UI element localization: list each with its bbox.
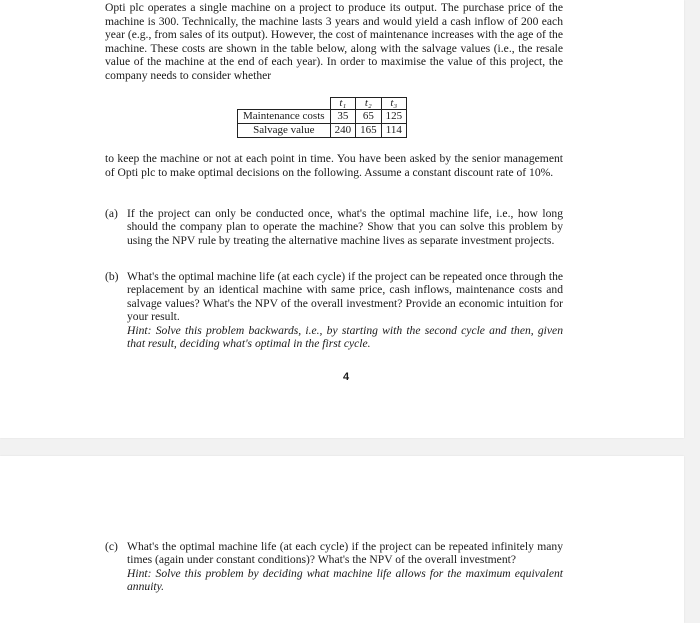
question-b-marker: (b) [105,270,119,283]
question-b-text: What's the optimal machine life (at each cycle) if the project can be repeated once through the replacement by an identical machine with same price, cash inflows, maintenance costs and salvage values? What's the NPV of the overall investment? Provide an economic intuition for your result. [127,270,564,324]
question-b-body [127,270,563,350]
question-c-hint: Hint: Solve this problem by deciding what machine life allows for the maximum equivalent annuity. [127,566,563,594]
table-header-t1: t₁ [330,98,356,110]
row-label-salvage: Salvage value [238,124,331,138]
question-a-marker: (a) [105,207,118,220]
maintenance-t3: 125 [381,110,407,124]
table-row-maintenance [238,110,407,124]
question-c [105,540,563,594]
maintenance-t1: 35 [330,110,356,124]
question-c-text: What's the optimal machine life (at each cycle) if the project can be repeated infinitely many times (again under constant conditions)? What's the NPV of the overall investment? [127,540,563,567]
row-label-maintenance: Maintenance costs [238,110,331,124]
intro-paragraph-continued: to keep the machine or not at each point in time. You have been asked by the senior management of Opti plc to make optimal decisions on the following. Assume a constant discount rate of 10%. [105,152,563,179]
intro-paragraph: Opti plc operates a single machine on a project to produce its output. The purchase price of the machine is 300. Technically, the machine lasts 3 years and would yield a cash inflow of 200 each year (e.g., from sales of its output). However, the cost of maintenance increases with the age of the machine. These costs are shown in the table below, along with the salvage values (i.e., the resale value of the machine at the end of each year). In order to maximise the value of this project, the company needs to consider whether [105,1,563,82]
salvage-t1: 240 [330,124,356,138]
table-row-salvage [238,124,407,138]
question-b [105,270,563,350]
question-c-body [127,540,563,594]
table-header-t3: t₃ [381,98,407,110]
question-b-hint: Hint: Solve this problem backwards, i.e., by starting with the second cycle and then, given that result, deciding what's optimal in the first cycle. [127,323,563,351]
question-c-marker: (c) [105,540,118,553]
table-corner-cell [238,98,331,110]
question-a-text: If the project can only be conducted once, what's the optimal machine life, i.e., how long should the company plan to operate the machine? Show that you can solve this problem by using the NPV rule by treating the alternative machine lives as separate investment projects. [127,207,563,247]
table-header-t2: t₂ [356,98,382,110]
page-number: 4 [343,371,350,383]
costs-table [237,97,407,138]
maintenance-t2: 65 [356,110,382,124]
salvage-t3: 114 [381,124,407,138]
question-a [105,207,563,247]
table-header-row [238,98,407,110]
salvage-t2: 165 [356,124,382,138]
